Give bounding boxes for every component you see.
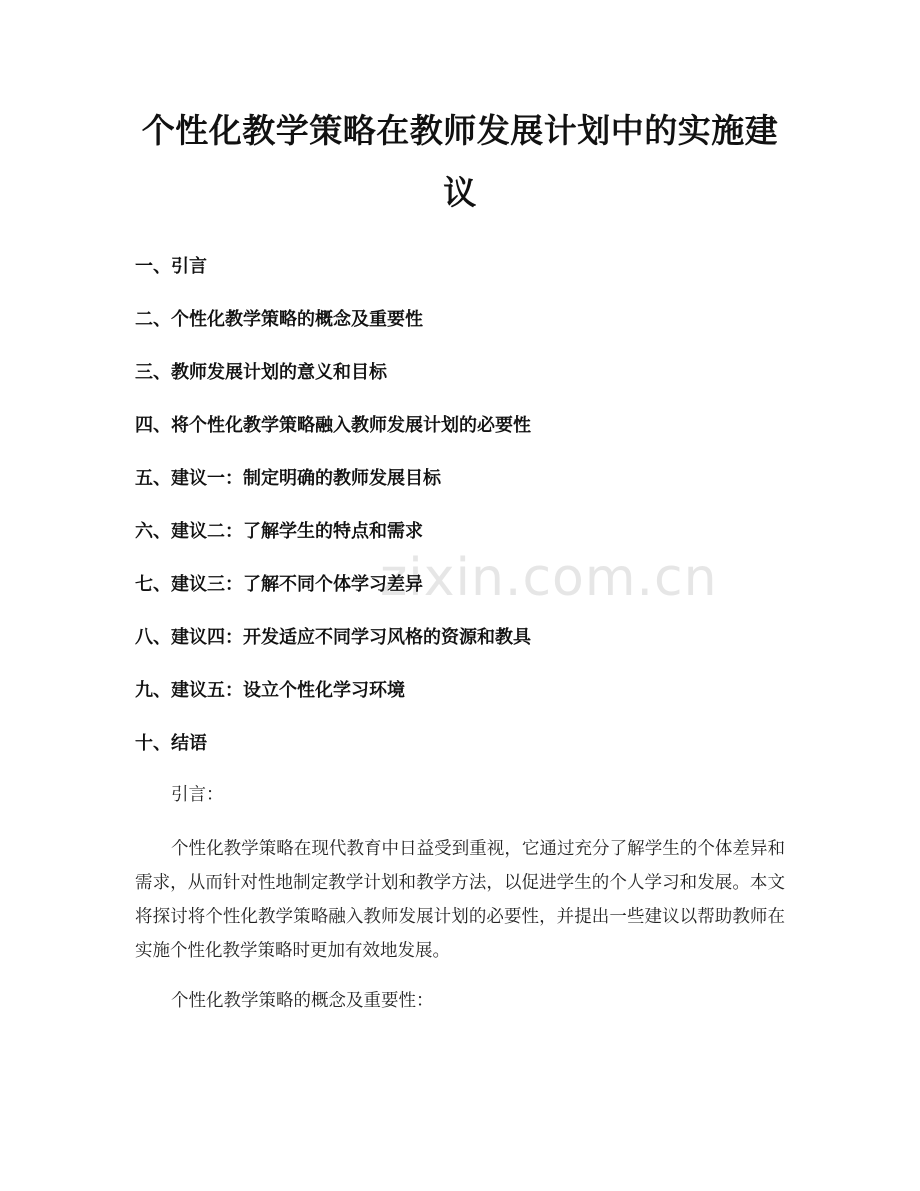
toc-item: 六、建议二：了解学生的特点和需求 <box>135 521 423 542</box>
watermark: zixin.com.cn <box>380 548 718 608</box>
toc-item: 九、建议五：设立个性化学习环境 <box>135 680 405 701</box>
toc-item: 十、结语 <box>135 733 207 754</box>
intro-label: 引言： <box>171 785 224 805</box>
toc-item: 七、建议三：了解不同个体学习差异 <box>135 574 423 595</box>
toc-item: 三、教师发展计划的意义和目标 <box>135 362 387 383</box>
toc-item: 八、建议四：开发适应不同学习风格的资源和教具 <box>135 627 531 648</box>
toc-item: 二、个性化教学策略的概念及重要性 <box>135 309 423 330</box>
body-text <box>135 778 785 1038</box>
toc-item: 一、引言 <box>135 256 207 277</box>
intro-paragraph: 个性化教学策略在现代教育中日益受到重视，它通过充分了解学生的个体差异和需求，从而针对性地制定教学计划和教学方法，以促进学生的个人学习和发展。本文将探讨将个性化教学策略融入教师发展计划的必要性，并提出一些建议以帮助教师在实施个性化教学策略时更加有效地发展。 <box>135 839 785 961</box>
table-of-contents <box>135 248 835 778</box>
toc-item: 四、将个性化教学策略融入教师发展计划的必要性 <box>135 415 531 436</box>
section-label: 个性化教学策略的概念及重要性： <box>171 991 434 1011</box>
toc-item: 五、建议一：制定明确的教师发展目标 <box>135 468 441 489</box>
document-title: 个性化教学策略在教师发展计划中的实施建议 <box>141 111 779 212</box>
